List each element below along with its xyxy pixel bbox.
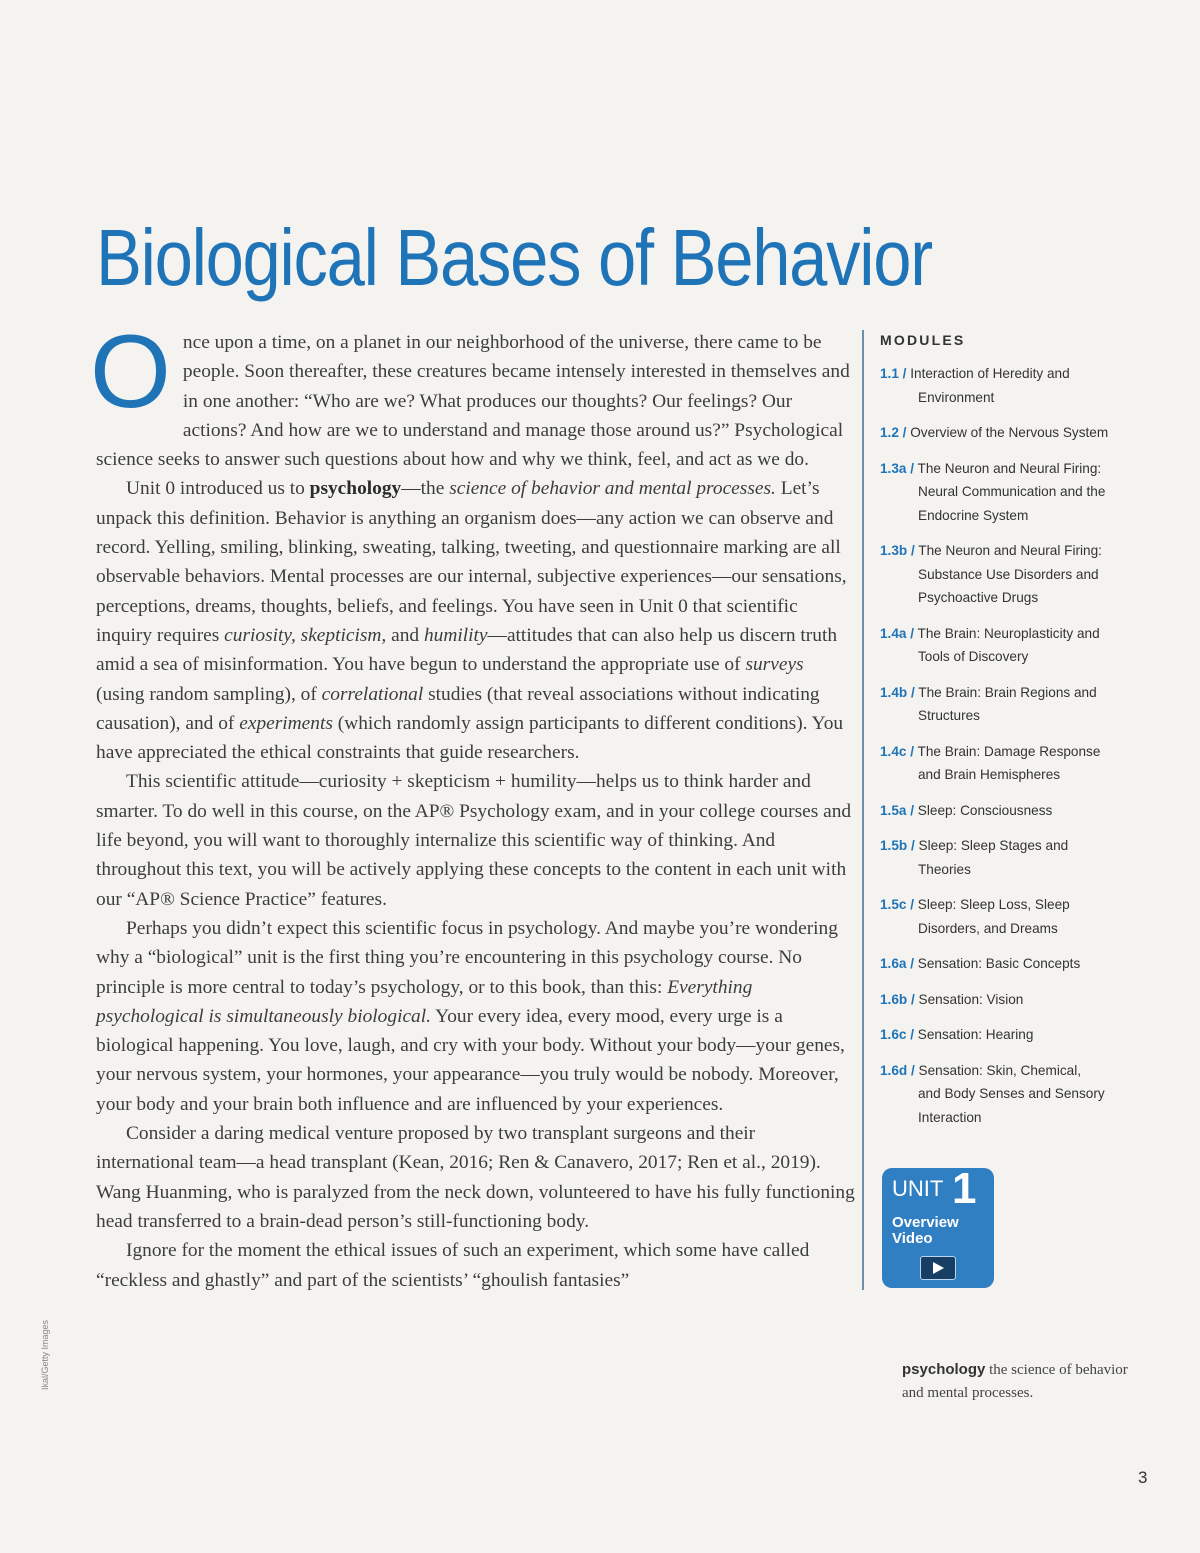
photo-credit: Ikal/Getty Images <box>40 1319 50 1390</box>
module-item[interactable]: 1.6b / Sensation: Vision <box>880 991 1024 1007</box>
glossary-term: psychology <box>902 1361 986 1378</box>
paragraph-3: This scientific attitude—curiosity + skepticism + humility—helps us to think harder and smarter. To do well in this course, on the AP® Psychology exam, and in your college courses and life beyond, you will want to thoroughly internalize this scientific way of thinking. And throughout this text, you will be actively applying these concepts to the content in each unit with our “AP® Science Practice” features. <box>96 771 852 910</box>
module-item[interactable]: 1.3b / The Neuron and Neural Firing: Substance Use Disorders and Psychoactive Drugs <box>880 543 1102 605</box>
modules-heading: MODULES <box>880 332 966 348</box>
module-item[interactable]: 1.5b / Sleep: Sleep Stages and Theories <box>880 838 1069 877</box>
paragraph-5: Consider a daring medical venture proposed by two transplant surgeons and their international team—a head transplant (Kean, 2016; Ren & Canavero, 2017; Ren et al., 2019). Wang Huanming, who is paralyzed from the neck down, volunteered to have his fully functioning head transferred to a brain-dead person’s still-functioning body. <box>96 1123 855 1232</box>
modules-sidebar <box>880 332 1150 1141</box>
module-item[interactable]: 1.4c / The Brain: Damage Response and Brain Hemispheres <box>880 743 1101 782</box>
body-text <box>90 314 856 1295</box>
module-item[interactable]: 1.6a / Sensation: Basic Concepts <box>880 956 1081 971</box>
video-unit-label: UNIT <box>892 1176 944 1201</box>
glossary-text: the science of behavior and mental processes. <box>902 1362 1128 1401</box>
module-item[interactable]: 1.4b / The Brain: Brain Regions and Structures <box>880 684 1097 723</box>
play-icon[interactable] <box>920 1256 956 1280</box>
module-item[interactable]: 1.6c / Sensation: Hearing <box>880 1027 1034 1042</box>
page-number: 3 <box>1138 1468 1148 1487</box>
chapter-title: Biological Bases of Behavior <box>96 213 932 302</box>
module-item[interactable]: 1.6d / Sensation: Skin, Chemical, and Body Senses and Sensory Interaction <box>880 1062 1105 1125</box>
sidebar-divider <box>862 330 864 1290</box>
module-item[interactable]: 1.5c / Sleep: Sleep Loss, Sleep Disorders, and Dreams <box>880 897 1070 936</box>
paragraph-4: Perhaps you didn’t expect this scientific focus in psychology. And maybe you’re wondering why a “biological” unit is the first thing you’re encountering in this psychology course. No principle is more central to today’s psychology, or to this book, than this: Everything psychological is simultaneously biological. Your every idea, every mood, every urge is a biological happening. You love, laugh, and cry with your body. Without your body—your genes, your nervous system, your hormones, your appearance—you truly would be nobody. Moreover, your body and your brain both influence and are influenced by your experiences. <box>96 917 845 1115</box>
module-item[interactable]: 1.2 / Overview of the Nervous System <box>880 425 1109 440</box>
key-term: psychology <box>309 478 402 500</box>
paragraph-6: Ignore for the moment the ethical issues of such an experiment, which some have called “reckless and ghastly” and part of the scientists’ “ghoulish fantasies” <box>96 1240 810 1291</box>
glossary-definition <box>902 1358 1152 1405</box>
video-label: Overview Video <box>892 1214 959 1247</box>
video-unit-number: 1 <box>952 1164 977 1213</box>
module-item[interactable]: 1.3a / The Neuron and Neural Firing: Neural Communication and the Endocrine System <box>880 460 1106 523</box>
paragraph-2: Unit 0 introduced us to psychology—the science of behavior and mental processes. Let’s unpack this definition. Behavior is anything an organism does—any action we can observe and record. Yelling, smiling, blinking, sweating, talking, tweeting, and questionnaire marking are all observable behaviors. Mental processes are our internal, subjective experiences—our sensations, perceptions, dreams, thoughts, beliefs, and feelings. You have seen in Unit 0 that scientific inquiry requires curiosity, skepticism, and humility—attitudes that can also help us discern truth amid a sea of misinformation. You have begun to understand the appropriate use of surveys (using random sampling), of correlational studies (that reveal associations without indicating causation), and of experiments (which randomly assign participants to different conditions). You have appreciated the ethical constraints that guide researchers. <box>96 478 847 764</box>
dropcap: O <box>90 314 171 430</box>
module-item[interactable]: 1.5a / Sleep: Consciousness <box>880 802 1053 818</box>
module-item[interactable]: 1.4a / The Brain: Neuroplasticity and Tools of Discovery <box>880 625 1100 664</box>
paragraph-1: Once upon a time, on a planet in our neighborhood of the universe, there came to be people. Soon thereafter, these creatures became intensely interested in themselves and in one another: “Who are we? What produces our thoughts? Our feelings? Our actions? And how are we to understand and manage those around us?” Psychological science seeks to answer such questions about how and why we think, feel, and act as we do. <box>90 314 850 471</box>
module-item[interactable]: 1.1 / Interaction of Heredity and Environment <box>880 366 1070 405</box>
unit-overview-video-button[interactable] <box>882 1164 994 1288</box>
